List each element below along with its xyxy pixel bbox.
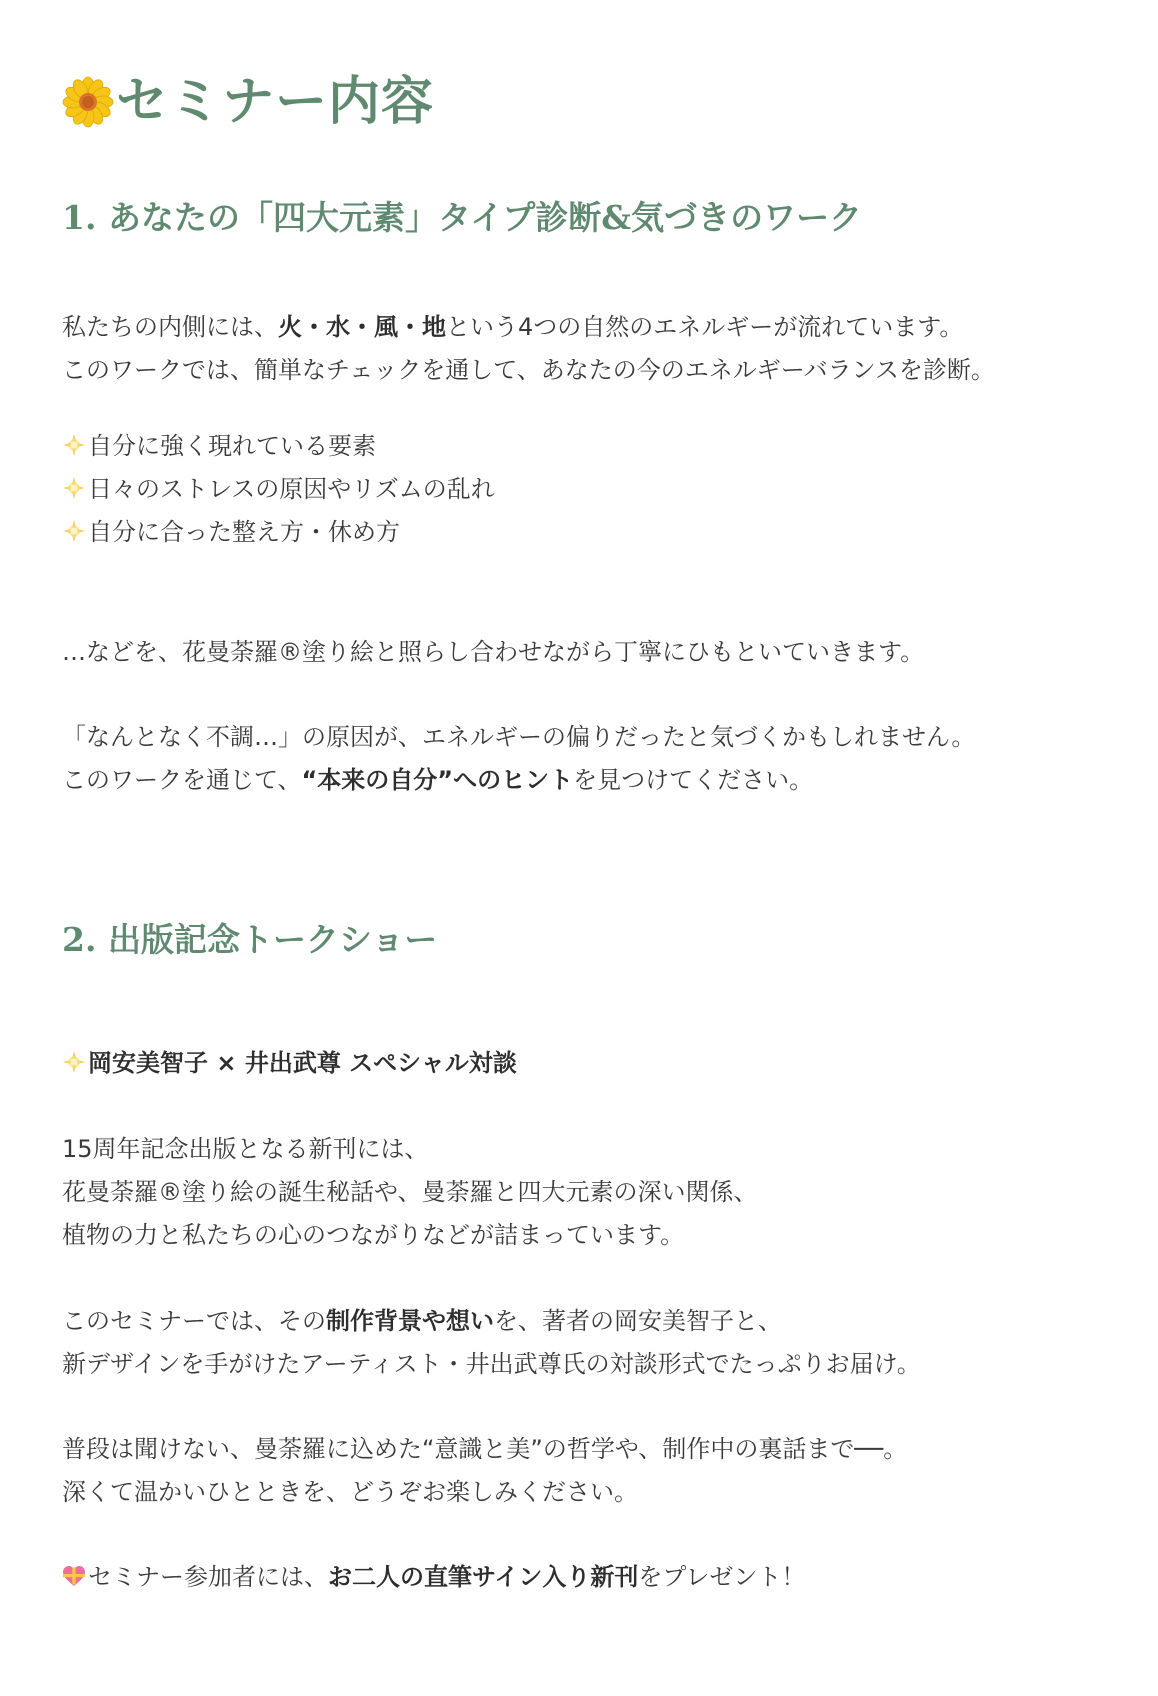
text-line: 普段は聞けない、曼荼羅に込めた“意識と美”の哲学や、制作中の裏話まで──。 bbox=[62, 1435, 908, 1463]
bold-text: お二人の直筆サイン入り新刊 bbox=[328, 1563, 639, 1591]
section-1-closing bbox=[62, 716, 975, 802]
subtitle-text: 岡安美智子 × 井出武尊 スペシャル対談 bbox=[88, 1049, 517, 1077]
text-line bbox=[62, 1042, 517, 1085]
text-line bbox=[62, 1300, 921, 1343]
section-1-body bbox=[62, 631, 924, 674]
sparkle-star-icon bbox=[62, 476, 86, 500]
text-line: このワークでは、簡単なチェックを通して、あなたの今のエネルギーバランスを診断。 bbox=[62, 356, 995, 384]
sunflower-icon bbox=[62, 76, 114, 128]
page-title bbox=[62, 66, 434, 138]
text-segment: 私たちの内側には、 bbox=[62, 313, 278, 341]
sparkle-star-icon bbox=[62, 519, 86, 543]
text-line bbox=[62, 759, 975, 802]
text-line: 「なんとなく不調…」の原因が、エネルギーの偏りだったと気づくかもしれません。 bbox=[62, 723, 976, 751]
section-1-bullets bbox=[62, 425, 495, 554]
section-2-heading: 2. 出版記念トークショー bbox=[62, 920, 438, 959]
section-2-body bbox=[62, 1300, 921, 1386]
list-item bbox=[62, 425, 495, 468]
bold-text: 火・水・風・地 bbox=[278, 313, 446, 341]
page-title-text: セミナー内容 bbox=[116, 71, 435, 132]
text-segment: このセミナーでは、その bbox=[62, 1307, 326, 1335]
bold-text: “本来の自分”へのヒント bbox=[301, 766, 574, 794]
list-item bbox=[62, 511, 495, 554]
text-segment: という4つの自然のエネルギーが流れています。 bbox=[446, 313, 964, 341]
text-line: 花曼荼羅®塗り絵の誕生秘話や、曼荼羅と四大元素の深い関係、 bbox=[62, 1178, 758, 1206]
text-segment: をプレゼント！ bbox=[638, 1563, 806, 1591]
text-line: 深くて温かいひとときを、どうぞお楽しみください。 bbox=[62, 1478, 638, 1506]
text-segment: を、著者の岡安美智子と、 bbox=[494, 1307, 782, 1335]
text-line bbox=[62, 1556, 805, 1599]
sparkle-star-icon bbox=[62, 433, 86, 457]
section-2-intro bbox=[62, 1128, 758, 1257]
gift-notice bbox=[62, 1556, 805, 1599]
section-1-intro bbox=[62, 306, 995, 392]
list-item-text: 自分に強く現れている要素 bbox=[88, 432, 376, 460]
sparkle-star-icon bbox=[62, 1050, 86, 1074]
section-1-heading: 1. あなたの「四大元素」タイプ診断&気づきのワーク bbox=[62, 198, 863, 237]
text-segment: このワークを通じて、 bbox=[62, 766, 302, 794]
text-line: 新デザインを手がけたアーティスト・井出武尊氏の対談形式でたっぷりお届け。 bbox=[62, 1350, 921, 1378]
heart-gift-icon bbox=[62, 1564, 86, 1588]
bold-text: 制作背景や想い bbox=[326, 1307, 494, 1335]
text-line: 植物の力と私たちの心のつながりなどが詰まっています。 bbox=[62, 1221, 685, 1249]
section-2-subtitle bbox=[62, 1042, 517, 1085]
list-item-text: 自分に合った整え方・休め方 bbox=[88, 518, 400, 546]
list-item bbox=[62, 468, 495, 511]
text-line: …などを、花曼荼羅®塗り絵と照らし合わせながら丁寧にひもといていきます。 bbox=[62, 638, 925, 666]
list-item-text: 日々のストレスの原因やリズムの乱れ bbox=[88, 475, 495, 503]
text-line bbox=[62, 306, 995, 349]
section-2-closing bbox=[62, 1428, 907, 1514]
text-segment: セミナー参加者には、 bbox=[88, 1563, 328, 1591]
text-line: 15周年記念出版となる新刊には、 bbox=[62, 1135, 429, 1163]
text-segment: を見つけてください。 bbox=[573, 766, 814, 794]
